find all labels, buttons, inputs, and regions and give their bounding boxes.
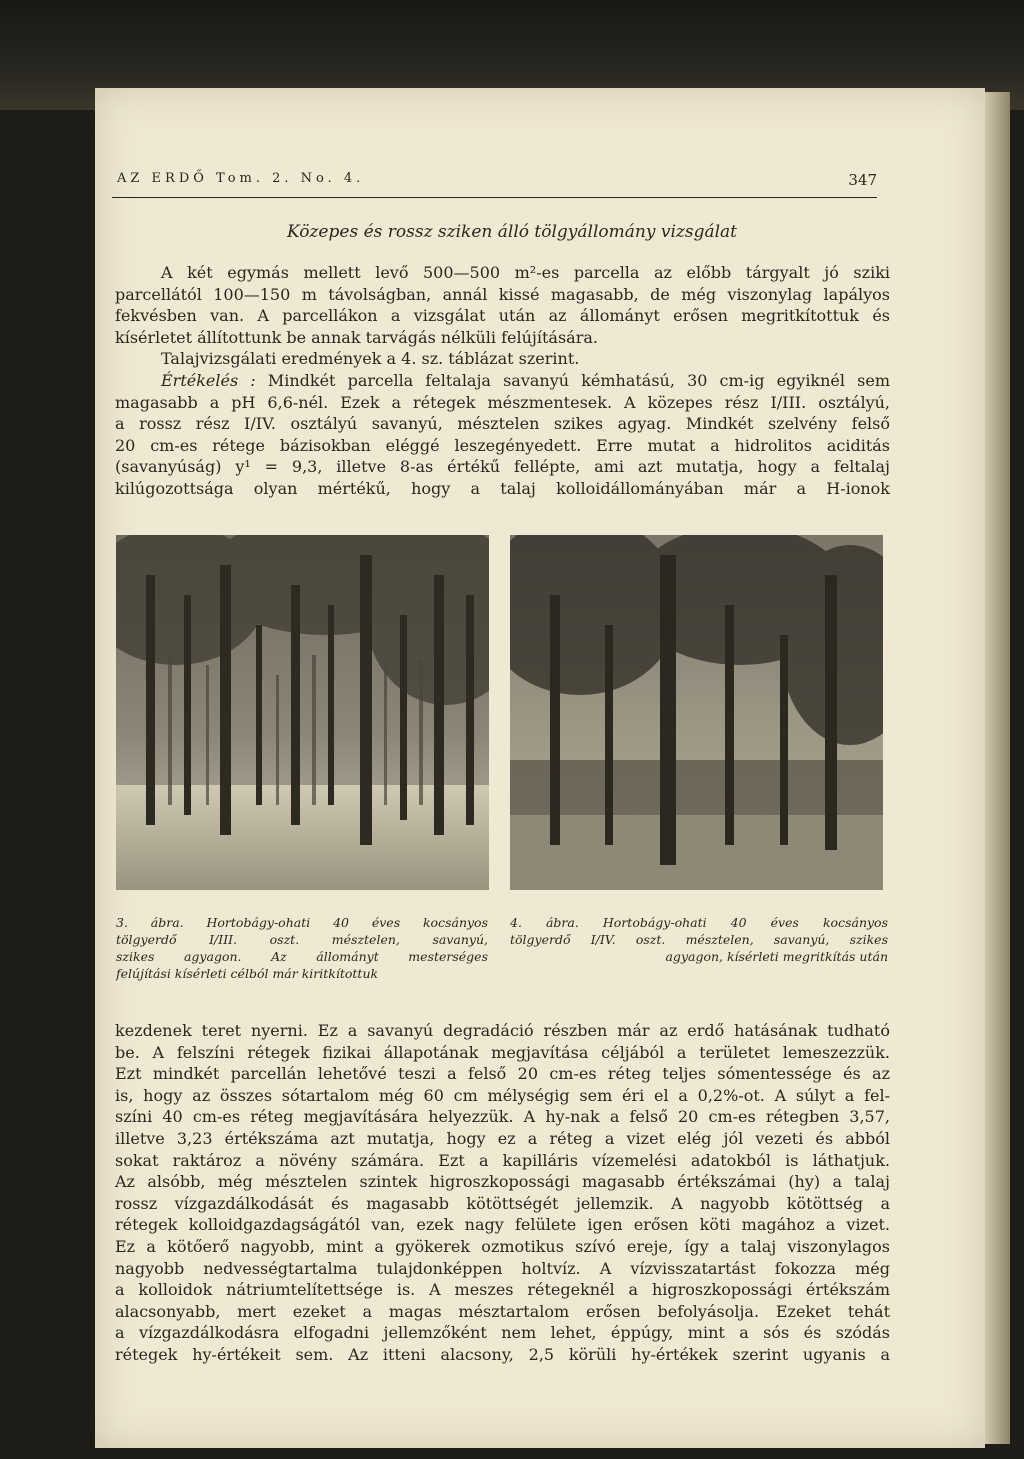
forest-photo-image	[510, 535, 883, 890]
forest-photo-image	[116, 535, 489, 890]
caption-line: tölgyerdő I/III. oszt. mésztelen, savanyú,	[116, 932, 488, 947]
caption-line: szikes agyagon. Az állományt mesterséges	[116, 949, 488, 964]
text-line: rossz vízgazdálkodását és magasabb kötöttségét jellemzik. A nagyobb kötöttség a	[115, 1193, 890, 1213]
text-line: kezdenek teret nyerni. Ez a savanyú degradáció részben már az erdő hatásának tudható	[115, 1021, 890, 1040]
text-line: 20 cm-es rétege bázisokban eléggé leszegényedett. Erre mutat a hidrolitos aciditás	[115, 435, 890, 455]
running-head	[112, 163, 877, 198]
text-line: kilúgozottsága olyan mértékű, hogy a talaj kolloidállományában már a H-ionok	[115, 478, 890, 498]
figure-3-caption	[116, 914, 488, 982]
text-line: Ez a kötőerő nagyobb, mint a gyökerek ozmotikus szívó ereje, így a talaj viszonylagos	[115, 1236, 890, 1256]
text-line: rétegek kolloidgazdagságától van, ezek nagy felülete igen erősen köti magához a vizet.	[115, 1215, 890, 1235]
figure-3-photo	[116, 535, 489, 890]
text-line: rétegek hy-értékeit sem. Az itteni alacsony, 2,5 körüli hy-értékek szerint ugyanis a	[115, 1344, 890, 1364]
text-line: kísérletet állítottunk be annak tarvágás nélküli felújítására.	[115, 327, 598, 347]
text-fragment: Mindkét parcella feltalaja savanyú kémhatású, 30 cm-ig egyiknél sem	[255, 370, 890, 390]
text-line: A két egymás mellett levő 500—500 m²-es parcella az előbb tárgyalt jó sziki	[161, 263, 890, 282]
text-line: nagyobb nedvességtartalma tulajdonképpen holtvíz. A vízvisszatartást fokozza még	[115, 1258, 890, 1278]
text-line: illetve 3,23 értékszáma azt mutatja, hogy ez a réteg a vizet elég jól vezeti és abból	[115, 1128, 890, 1148]
caption-line: tölgyerdő I/IV. oszt. mésztelen, savanyú, szikes	[510, 932, 888, 947]
text-line: a rossz rész I/IV. osztályú savanyú, mésztelen szikes agyag. Mindkét szelvény felső	[115, 414, 890, 434]
paragraph-continuation	[115, 1020, 890, 1366]
text-line	[115, 370, 890, 392]
evaluation-label: Értékelés :	[161, 370, 256, 390]
caption-line: felújítási kísérleti célból már kiritkítottuk	[116, 966, 379, 981]
figure-4-photo	[510, 535, 883, 890]
text-line: Talajvizsgálati eredmények a 4. sz. táblázat szerint.	[161, 349, 580, 369]
text-line: parcellától 100—150 m távolságban, annál kissé magasabb, de még viszonylag lapályos	[115, 284, 890, 304]
text-line: Ezt mindkét parcellán lehetővé teszi a felső 20 cm-es réteg teljes sómentessége és az	[115, 1064, 890, 1084]
figure-4-caption	[510, 914, 888, 965]
page-stack-edge	[985, 92, 1010, 1444]
section-title: Közepes és rossz sziken álló tölgyállomány vizsgálat	[287, 222, 737, 242]
paragraph-intro	[115, 262, 890, 500]
caption-line: 4. ábra. Hortobágy-ohati 40 éves kocsányos	[510, 915, 888, 930]
journal-title: AZ ERDŐ Tom. 2. No. 4.	[117, 171, 365, 186]
text-line: (savanyúság) y¹ = 9,3, illetve 8-as értékű fellépte, ami azt mutatja, hogy a feltalaj	[115, 457, 890, 477]
text-line: a kolloidok nátriumtelítettsége is. A meszes rétegeknél a higroszkopossági értékszám	[115, 1280, 890, 1300]
text-line: Az alsóbb, még mésztelen szintek higroszkopossági magasabb értékszámai (hy) a talaj	[115, 1172, 890, 1192]
text-line: fekvésben van. A parcellákon a vizsgálat után az állományt erősen megritkítottuk és	[115, 306, 890, 326]
text-line: színi 40 cm-es réteg megjavítására helyezzük. A hy-nak a felső 20 cm-es rétegben 3,57,	[115, 1107, 890, 1127]
text-line: is, hogy az összes sótartalom még 60 cm mélységig sem éri el a 0,2%-ot. A súlyt a fel-	[115, 1085, 890, 1105]
text-line: be. A felszíni rétegek fizikai állapotának megjavítása céljából a területet lemeszezzük.	[115, 1042, 890, 1062]
text-line: sokat raktároz a növény számára. Ezt a kapilláris vízemelési adatokból is láthatjuk.	[115, 1150, 890, 1170]
text-line: magasabb a pH 6,6-nél. Ezek a rétegek mészmentesek. A közepes rész I/III. osztályú,	[115, 392, 890, 412]
caption-line: 3. ábra. Hortobágy-ohati 40 éves kocsányos	[116, 915, 488, 930]
text-line: a vízgazdálkodásra elfogadni jellemzőként nem lehet, éppúgy, mint a sós és szódás	[115, 1323, 890, 1343]
text-line: alacsonyabb, mert ezeket a magas mésztartalom erősen befolyásolja. Ezeket tehát	[115, 1301, 890, 1321]
caption-line: agyagon, kísérleti megritkítás után	[665, 949, 888, 964]
page-number: 347	[848, 171, 877, 189]
